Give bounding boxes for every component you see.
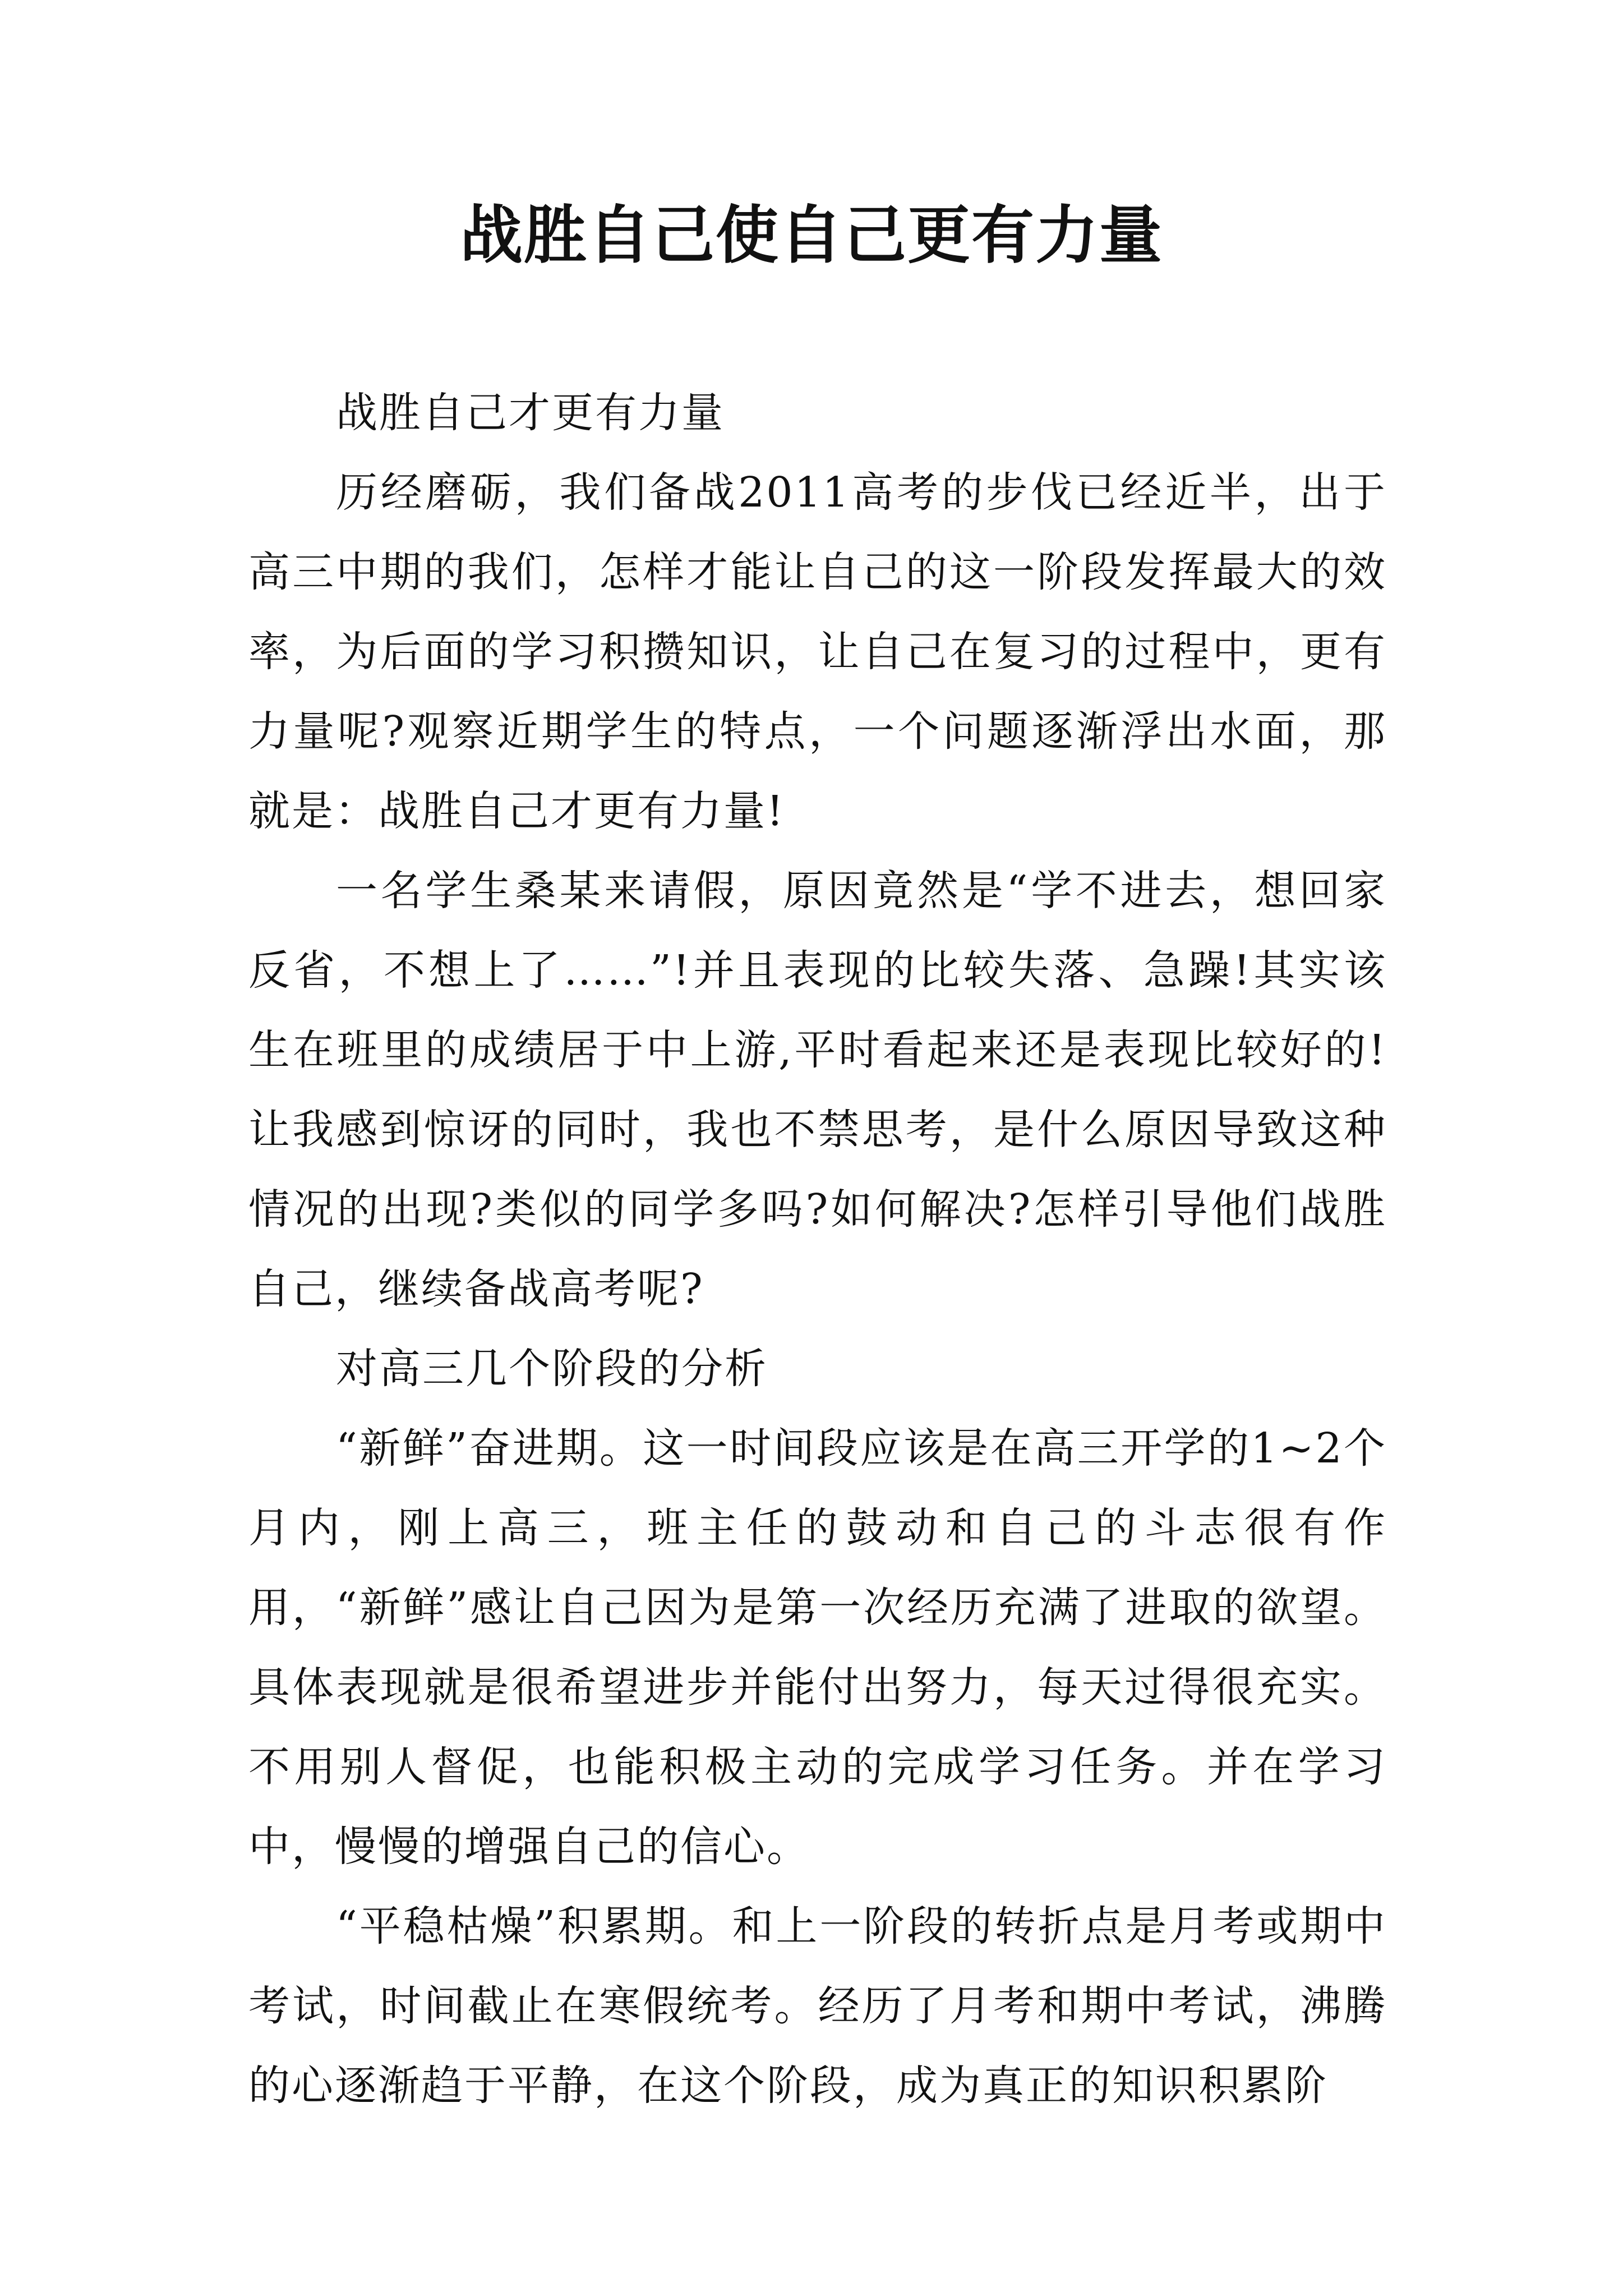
document-title: 战胜自己使自己更有力量 [460,199,1163,272]
paragraph-subheading-2: 对高三几个阶段的分析 [336,1345,768,1393]
document-body [248,373,1387,2125]
paragraph-intro: 历经磨砺，我们备战2011高考的步伐已经近半，出于高三中期的我们，怎样才能让自己的这一阶段发挥最大的效率，为后面的学习积攒知识，让自己在复习的过程中，更有力量呢?观察近期学生的特点，一个问题逐渐浮出水面，那就是：战胜自己才更有力量! [248,468,1387,835]
paragraph-student-case: 一名学生桑某来请假，原因竟然是“学不进去，想回家反省，不想上了……”!并且表现的比较失落、急躁!其实该生在班里的成绩居于中上游,平时看起来还是表现比较好的!让我感到惊讶的同时，我也不禁思考，是什么原因导致这种情况的出现?类似的同学多吗?如何解决?怎样引导他们战胜自己，继续备战高考呢? [248,867,1387,1313]
paragraph-fresh-stage: “新鲜”奋进期。这一时间段应该是在高三开学的1~2个月内，刚上高三，班主任的鼓动和自己的斗志很有作用，“新鲜”感让自己因为是第一次经历充满了进取的欲望。具体表现就是很希望进步并能付出努力，每天过得很充实。不用别人督促，也能积极主动的完成学习任务。并在学习中，慢慢的增强自己的信心。 [248,1424,1387,1871]
paragraph-subheading-1: 战胜自己才更有力量 [336,389,725,437]
paragraph-steady-stage: “平稳枯燥”积累期。和上一阶段的转折点是月考或期中考试，时间截止在寒假统考。经历了月考和期中考试，沸腾的心逐渐趋于平静，在这个阶段，成为真正的知识积累阶 [248,1902,1387,2110]
